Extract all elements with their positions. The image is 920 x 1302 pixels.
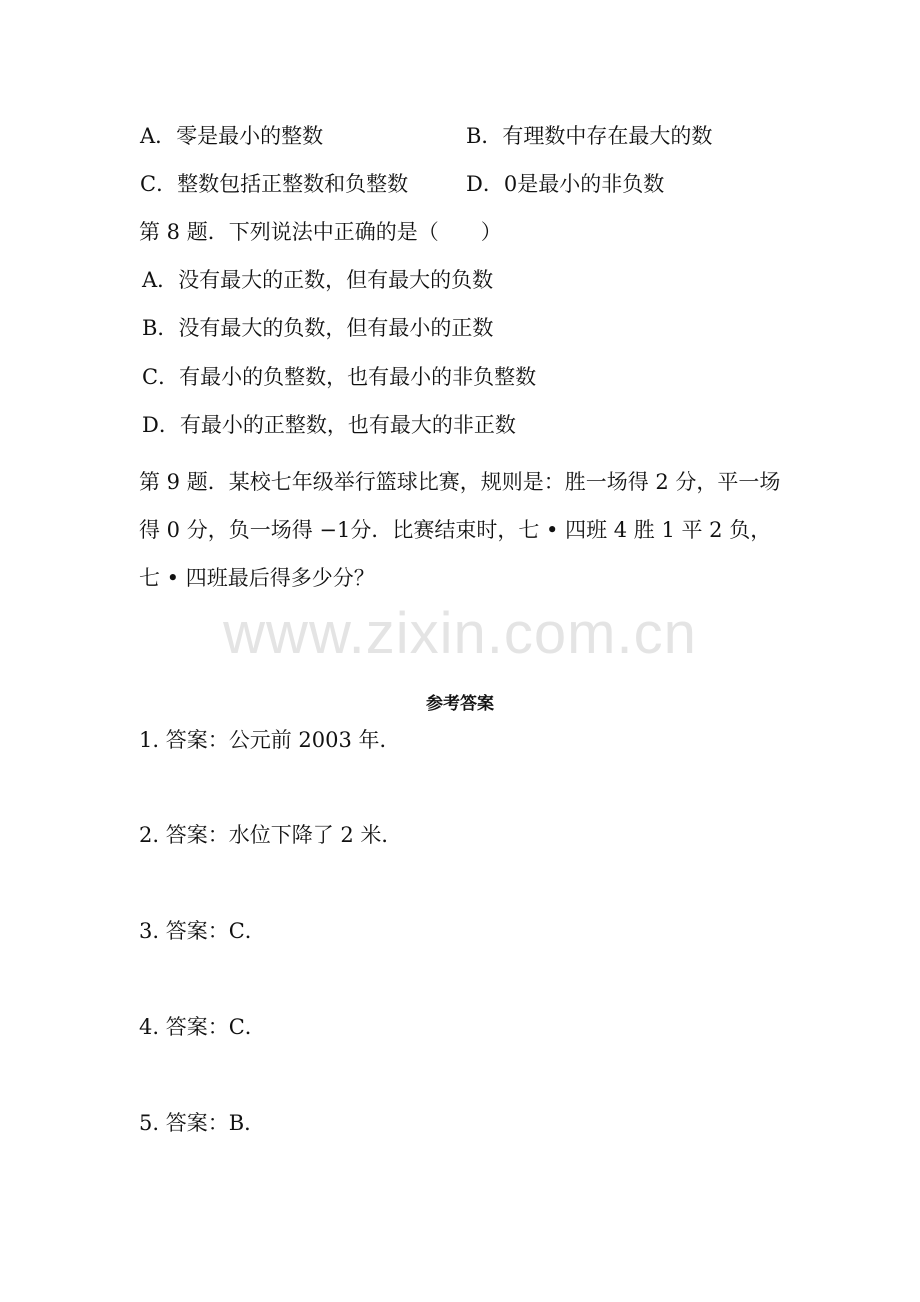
answer-item: 4. 答案：C． [139,1015,266,1039]
q8-stem: 第 8 题．下列说法中正确的是（ ） [139,220,502,244]
answer-item: 1. 答案：公元前 2003 年． [139,728,401,752]
q7-option-b: B．有理数中存在最大的数 [466,124,713,148]
q7-option-a: A．零是最小的整数 [140,124,324,148]
watermark: www.zixin.com.cn [223,601,697,666]
answer-item: 2. 答案：水位下降了 2 米． [139,823,403,847]
q7-option-c: C．整数包括正整数和负整数 [140,172,409,196]
q8-option-b: B．没有最大的负数，但有最小的正数 [142,316,494,340]
q8-option-d: D．有最小的正整数，也有最大的非正数 [142,413,516,437]
q7-option-d: D．0是最小的非负数 [466,172,665,196]
answer-item: 5. 答案：B． [139,1111,266,1135]
answers-title: 参考答案 [426,694,494,714]
q8-option-c: C．有最小的负整数，也有最小的非负整数 [142,365,537,389]
answer-item: 3. 答案：C． [139,919,266,943]
q8-option-a: A．没有最大的正数，但有最大的负数 [142,268,494,292]
question-9: 第 9 题．某校七年级举行篮球比赛，规则是：胜一场得 2 分，平一场得 0 分，负一场得 −1分．比赛结束时，七 • 四班 4 胜 1 平 2 负，七 • 四班最后得多少分？ [139,470,781,590]
